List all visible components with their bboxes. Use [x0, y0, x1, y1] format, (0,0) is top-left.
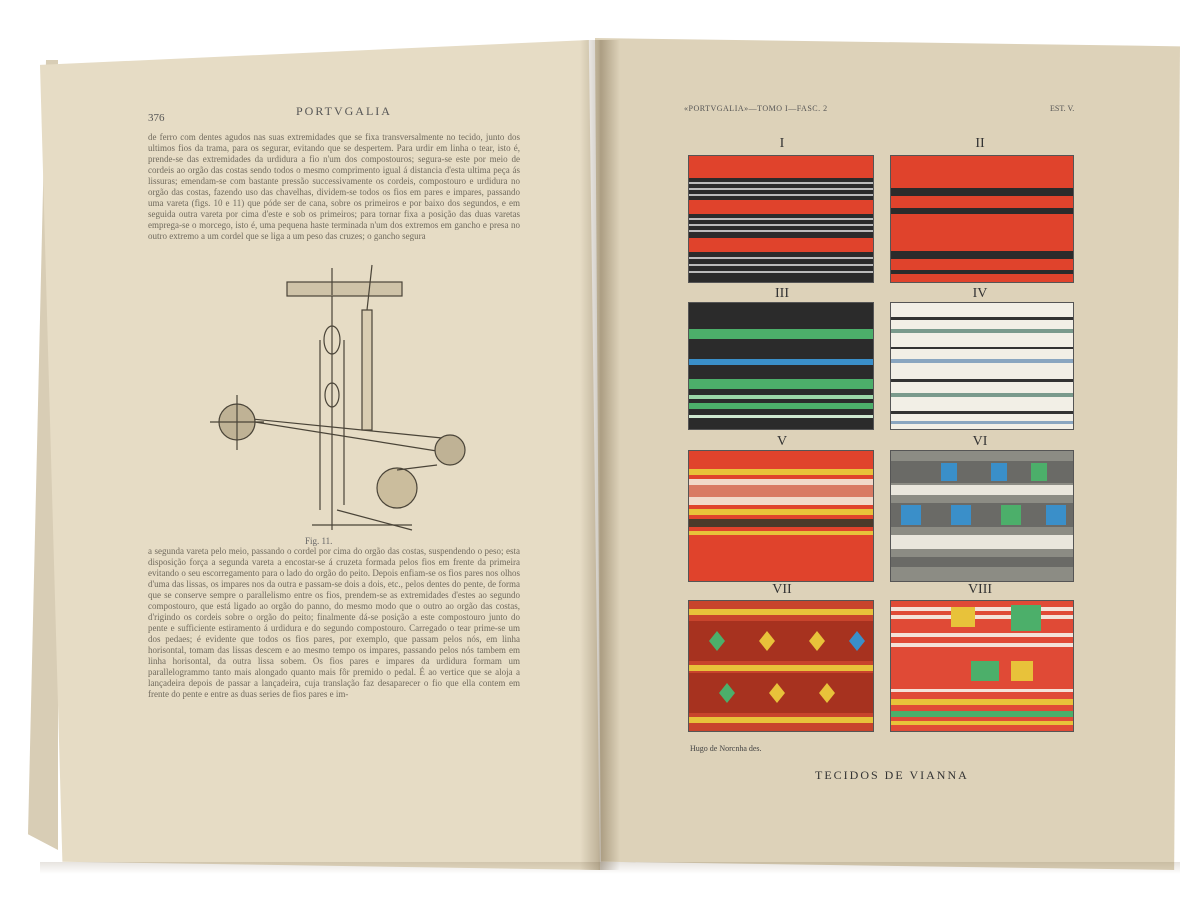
plate-numeral-5: V — [776, 434, 788, 449]
textile-plate-6 — [890, 450, 1074, 582]
running-header-right: «PORTVGALIA»—TOMO I—FASC. 2 — [684, 104, 828, 113]
plate-numeral-6: VI — [972, 434, 988, 449]
illustrator-credit: Hugo de Norcnha des. — [690, 744, 762, 753]
figure-caption: Fig. 11. — [305, 536, 333, 546]
plate-numeral-7: VII — [772, 582, 792, 597]
plate-title: TECIDOS DE VIANNA — [815, 768, 969, 782]
plate-numeral-4: IV — [972, 286, 988, 301]
page-shadow — [40, 862, 1180, 874]
plate-code: EST. V. — [1050, 104, 1075, 113]
plate-numeral-3: III — [775, 286, 789, 301]
textile-plate-1 — [688, 155, 874, 283]
body-paragraph-1: de ferro com dentes agudos nas suas extremidades que se fixa transversalmente no tecido, junto dos ultimos fios da trama, para os segurar, evitando que se despertem. Para urdir em linha o tear, isto é, prende-se das extremidades da urdidura a fio n'um dos compostouros; segura-se este por meio de cordeis ao orgão das costas sendo todos o mesmo comprimento igual á distancia d'esta ultima peça ás lissuras; emendam-se com bastante pressão successivamente os cordeis, compostouro e urdidura no orgão das costas, fazendo uso das chavelhas, dividem-se todos os fios em pares e impares, passando uma vareta (figs. 10 e 11) que póde ser de cana, sobre os primeiros e por baixo dos segundos, e em seguida outra vareta por cima d'este e sob os primeiros; para tornar fixa a posição das duas varetas emprega-se o morcego, isto é, uma pequena haste terminada n'um dos extremos em gancho e presa no outro extremo a um cordel que se liga a um peso das cruzes; o gancho segura — [148, 132, 520, 241]
plate-numeral-1: I — [779, 136, 785, 151]
textile-plate-5 — [688, 450, 874, 582]
plate-numeral-2: II — [975, 136, 985, 151]
running-header-left: PORTVGALIA — [296, 104, 392, 118]
textile-plate-2 — [890, 155, 1074, 283]
textile-plate-7 — [688, 600, 874, 732]
body-paragraph-2: a segunda vareta pelo meio, passando o cordel por cima do orgão das costas, suspendendo o peso; esta disposição força a segunda vareta a encostar-se á cruzeta formada pelos fios em frente da primeira evitando o seu escorregamento para o lado do orgão do peito. Depois enfiam-se os fios pares nos olhos d'uma das lissas, os impares nos da outra e passam-se dois a dois, etc., pelos dentes do pente, de forma que se conserve sempre o parallelismo entre os fios, prendem-se as extremidades d'estes ao segundo compostouro, que está ligado ao orgão do panno, do mesmo modo que o outro ao orgão das costas, d'rigindo os cordeis sobre o orgão do peito; finalmente dá-se posição a este compostouro junto do pente e sufficiente estiramento á urdidura e do segundo compostouro. Carregado o tear prime-se um dos pedaes; é evidente que todos os fios pares, por exemplo, que passam pelos nós, em linha horisontal, tomam das lissas descem e ao mesmo tempo os impares, passando pelos nós tambem em linha horisontal, da outra lissa sobem. Os fios pares e impares da urdidura formam um parallelogrammo tanto mais alongado quanto mais fôr premido o pedal. É ao vertice que se aloja a lançadeira depois de passar a lançadeira, cuja translação faz desaparecer o fio que ella contem em frente do pente e entre as duas series de fios pares e im- — [148, 546, 520, 699]
book-gutter — [580, 40, 620, 870]
textile-plate-3 — [688, 302, 874, 430]
loom-figure — [192, 250, 492, 540]
right-page — [595, 38, 1180, 870]
textile-plate-8 — [890, 600, 1074, 732]
plate-numeral-8: VIII — [967, 582, 993, 597]
page-number: 376 — [148, 112, 165, 124]
textile-plate-4 — [890, 302, 1074, 430]
